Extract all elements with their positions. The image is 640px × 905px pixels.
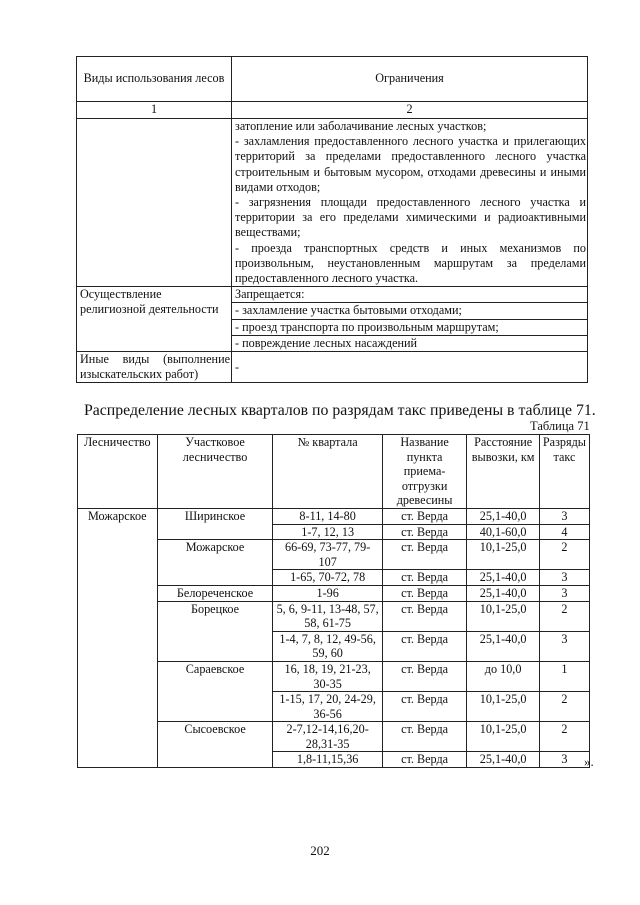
restriction-line: затопление или заболачивание лесных участков; xyxy=(235,119,487,133)
distance-cell: 25,1-40,0 xyxy=(467,585,540,601)
quarter-cell: 66-69, 73-77, 79-107 xyxy=(273,540,382,570)
restriction-line: - проезд транспорта по произвольным маршрутам; xyxy=(232,320,587,336)
header-quarter: № квартала xyxy=(273,435,382,509)
distance-cell: 40,1-60,0 xyxy=(467,524,540,540)
distance-cell: до 10,0 xyxy=(467,661,540,691)
quarter-cell: 16, 18, 19, 21-23, 30-35 xyxy=(273,661,382,691)
quarter-cell: 1-7, 12, 13 xyxy=(273,524,382,540)
quarter-cell: 1-96 xyxy=(273,585,382,601)
point-cell: ст. Верда xyxy=(382,570,467,586)
rates-header-row xyxy=(78,435,590,509)
rank-cell: 3 xyxy=(539,585,589,601)
rates-row xyxy=(78,508,590,524)
restriction-line: - повреждение лесных насаждений xyxy=(235,335,418,350)
table-caption: Распределение лесных кварталов по разрядам такс приведены в таблице 71. xyxy=(84,402,596,419)
restriction-line: Запрещается: xyxy=(232,287,587,303)
distance-cell: 10,1-25,0 xyxy=(467,540,540,570)
point-cell: ст. Верда xyxy=(382,722,467,752)
closing-quote: ». xyxy=(584,754,594,769)
column-number-1: 1 xyxy=(77,102,232,119)
point-cell: ст. Верда xyxy=(382,692,467,722)
other-restrictions: - xyxy=(232,352,588,383)
header-rank: Разряды такс xyxy=(539,435,589,509)
quarter-cell: 8-11, 14-80 xyxy=(273,508,382,524)
point-cell: ст. Верда xyxy=(382,524,467,540)
district-cell: Ширинское xyxy=(157,508,273,539)
district-cell: Сараевское xyxy=(157,661,273,721)
header-forestry: Лесничество xyxy=(78,435,158,509)
point-cell: ст. Верда xyxy=(382,661,467,691)
header-use-types: Виды использования лесов xyxy=(77,57,232,102)
continuation-row xyxy=(77,119,588,287)
point-cell: ст. Верда xyxy=(382,601,467,631)
point-cell: ст. Верда xyxy=(382,508,467,524)
restriction-line: - захламления предоставленного лесного участка и прилегающих территорий за пределами предоставленного лесного участка строительным и бытовым мусором, отходами древесины и иными видами отходов; xyxy=(235,134,586,194)
rank-cell: 1 xyxy=(539,661,589,691)
rank-cell: 2 xyxy=(539,692,589,722)
page-number: 202 xyxy=(310,843,330,858)
distance-cell: 25,1-40,0 xyxy=(467,631,540,661)
restriction-line: - проезда транспортных средств и иных механизмов по произвольным, неустановленным маршрутам за пределами предоставленного лесного участка. xyxy=(235,240,586,286)
religious-use: Осуществление религиозной деятельности xyxy=(77,287,232,352)
header-point: Название пункта приема-отгрузки древесины xyxy=(382,435,467,509)
quarter-cell: 2-7,12-14,16,20-28,31-35 xyxy=(273,722,382,752)
rank-cell: 3 xyxy=(539,631,589,661)
distance-cell: 25,1-40,0 xyxy=(467,508,540,524)
rank-cell: 2 xyxy=(539,540,589,570)
header-restrictions: Ограничения xyxy=(232,57,588,102)
quarter-cell: 5, 6, 9-11, 13-48, 57, 58, 61-75 xyxy=(273,601,382,631)
point-cell: ст. Верда xyxy=(382,631,467,661)
column-number-2: 2 xyxy=(232,102,588,119)
forestry-cell: Можарское xyxy=(78,508,158,767)
rank-cell: 3 xyxy=(539,570,589,586)
district-cell: Можарское xyxy=(157,540,273,586)
header-distance: Расстояние вывозки, км xyxy=(467,435,540,509)
rank-cell: 2 xyxy=(539,601,589,631)
religious-row xyxy=(77,287,588,352)
point-cell: ст. Верда xyxy=(382,585,467,601)
rank-cell: 4 xyxy=(539,524,589,540)
district-cell: Борецкое xyxy=(157,601,273,661)
continuation-use-cell xyxy=(77,119,232,287)
restriction-line: - захламление участка бытовыми отходами; xyxy=(232,303,587,319)
distance-cell: 25,1-40,0 xyxy=(467,752,540,768)
header-district: Участковое лесничество xyxy=(157,435,273,509)
restrictions-number-row xyxy=(77,102,588,119)
rank-cell: 2 xyxy=(539,722,589,752)
other-use: Иные виды (выполнение изыскательских работ) xyxy=(77,352,232,383)
point-cell: ст. Верда xyxy=(382,752,467,768)
restrictions-header-row xyxy=(77,57,588,102)
rates-table xyxy=(77,434,590,768)
religious-restrictions xyxy=(232,287,588,352)
district-cell: Белореченское xyxy=(157,585,273,601)
distance-cell: 10,1-25,0 xyxy=(467,692,540,722)
continuation-restrictions xyxy=(232,119,588,287)
restrictions-table xyxy=(76,56,588,383)
rank-cell: 3 xyxy=(539,508,589,524)
table-number-label: Таблица 71 xyxy=(530,419,590,433)
quarter-cell: 1-65, 70-72, 78 xyxy=(273,570,382,586)
quarter-cell: 1,8-11,15,36 xyxy=(273,752,382,768)
distance-cell: 25,1-40,0 xyxy=(467,570,540,586)
district-cell: Сысоевское xyxy=(157,722,273,768)
rates-body xyxy=(78,508,590,767)
distance-cell: 10,1-25,0 xyxy=(467,722,540,752)
quarter-cell: 1-4, 7, 8, 12, 49-56, 59, 60 xyxy=(273,631,382,661)
restriction-line: - загрязнения площади предоставленного лесного участка и территории за его пределами химическими и радиоактивными веществами; xyxy=(235,195,586,240)
point-cell: ст. Верда xyxy=(382,540,467,570)
rank-cell: 3 xyxy=(539,752,589,768)
distance-cell: 10,1-25,0 xyxy=(467,601,540,631)
other-row xyxy=(77,352,588,383)
quarter-cell: 1-15, 17, 20, 24-29, 36-56 xyxy=(273,692,382,722)
